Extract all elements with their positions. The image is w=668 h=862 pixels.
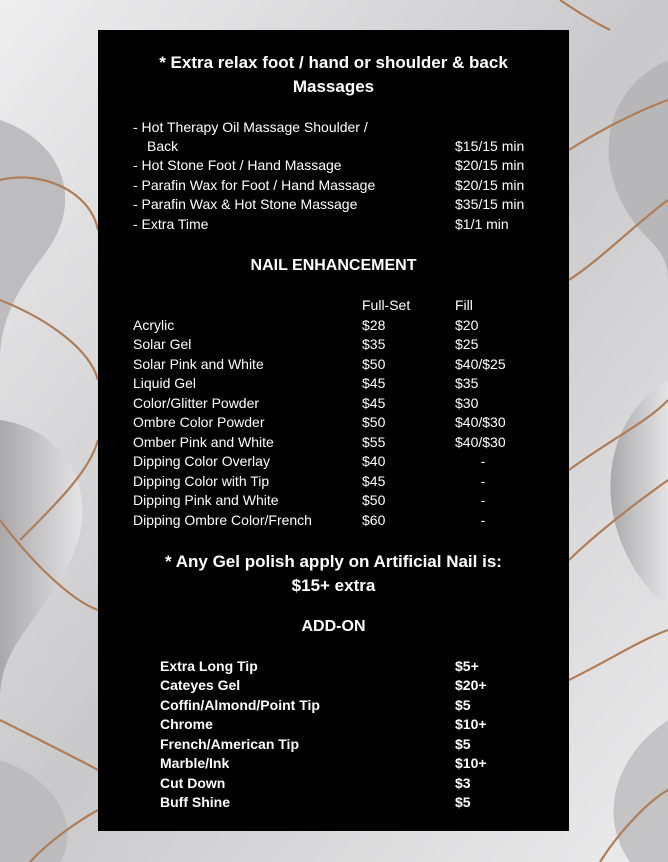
- service-name: Omber Pink and White: [133, 434, 274, 450]
- fill-column-header: Fill: [455, 297, 473, 313]
- massage-item-label: - Parafin Wax for Foot / Hand Massage: [133, 177, 376, 193]
- service-name: Color/Glitter Powder: [133, 395, 260, 411]
- fill-price: $20: [455, 317, 479, 333]
- massage-item-price: $15/15 min: [455, 138, 525, 154]
- service-name: Ombre Color Powder: [133, 414, 265, 430]
- addon-item-price: $5: [455, 697, 471, 713]
- menu-panel: [98, 30, 569, 831]
- massage-item-price: $20/15 min: [455, 177, 525, 193]
- addon-item-price: $20+: [455, 677, 487, 693]
- massage-item-label: - Extra Time: [133, 216, 209, 232]
- massages-title-line2: Massages: [292, 77, 375, 96]
- fill-price: $40/$30: [455, 434, 506, 450]
- fullset-column-header: Full-Set: [362, 297, 411, 313]
- service-name: Liquid Gel: [133, 375, 197, 391]
- addon-item-name: Cateyes Gel: [160, 677, 241, 693]
- massage-item-label-cont: Back: [147, 138, 179, 154]
- fill-price: $40/$25: [455, 356, 506, 372]
- addon-item-name: Cut Down: [160, 775, 226, 791]
- fill-price: $30: [455, 395, 479, 411]
- massage-item-price: $1/1 min: [455, 216, 509, 232]
- massage-item-label: - Parafin Wax & Hot Stone Massage: [133, 196, 358, 212]
- fill-price: $35: [455, 375, 479, 391]
- addon-item-name: Coffin/Almond/Point Tip: [160, 697, 320, 713]
- nail-enhancement-title: NAIL ENHANCEMENT: [250, 257, 417, 274]
- service-name: Acrylic: [133, 317, 175, 333]
- service-name: Dipping Pink and White: [133, 492, 279, 508]
- fill-price: -: [480, 492, 486, 508]
- addon-item-name: Chrome: [160, 716, 213, 732]
- fullset-price: $45: [362, 395, 386, 411]
- addon-item-name: French/American Tip: [160, 736, 300, 752]
- service-name: Dipping Color Overlay: [133, 453, 270, 469]
- addon-item-name: Extra Long Tip: [160, 658, 258, 674]
- fill-price: -: [480, 453, 486, 469]
- addon-title: ADD-ON: [301, 618, 366, 635]
- fullset-price: $60: [362, 512, 386, 528]
- addon-item-price: $5: [455, 794, 471, 810]
- fullset-price: $40: [362, 453, 386, 469]
- service-name: Solar Pink and White: [133, 356, 264, 372]
- addon-item-price: $10+: [455, 755, 487, 771]
- fullset-price: $45: [362, 473, 386, 489]
- fill-price: -: [480, 512, 486, 528]
- fullset-price: $35: [362, 336, 386, 352]
- addon-item-price: $3: [455, 775, 471, 791]
- massages-title-line1: * Extra relax foot / hand or shoulder & back: [159, 53, 508, 72]
- addon-item-name: Buff Shine: [160, 794, 230, 810]
- addon-item-name: Marble/Ink: [160, 755, 230, 771]
- fullset-price: $28: [362, 317, 386, 333]
- massage-item-price: $35/15 min: [455, 196, 525, 212]
- massage-item-label: - Hot Stone Foot / Hand Massage: [133, 157, 342, 173]
- addon-item-price: $5: [455, 736, 471, 752]
- fill-price: $40/$30: [455, 414, 506, 430]
- service-name: Dipping Ombre Color/French: [133, 512, 312, 528]
- fullset-price: $50: [362, 356, 386, 372]
- fullset-price: $45: [362, 375, 386, 391]
- addon-item-price: $5+: [455, 658, 479, 674]
- fill-price: $25: [455, 336, 479, 352]
- service-name: Solar Gel: [133, 336, 192, 352]
- gel-note-line2: $15+ extra: [291, 576, 376, 595]
- fullset-price: $55: [362, 434, 386, 450]
- addon-item-price: $10+: [455, 716, 487, 732]
- massage-item-label: - Hot Therapy Oil Massage Shoulder /: [133, 119, 368, 135]
- fullset-price: $50: [362, 414, 386, 430]
- service-name: Dipping Color with Tip: [133, 473, 270, 489]
- fill-price: -: [480, 473, 486, 489]
- fullset-price: $50: [362, 492, 386, 508]
- gel-note-line1: * Any Gel polish apply on Artificial Nail is:: [165, 552, 502, 571]
- massage-item-price: $20/15 min: [455, 157, 525, 173]
